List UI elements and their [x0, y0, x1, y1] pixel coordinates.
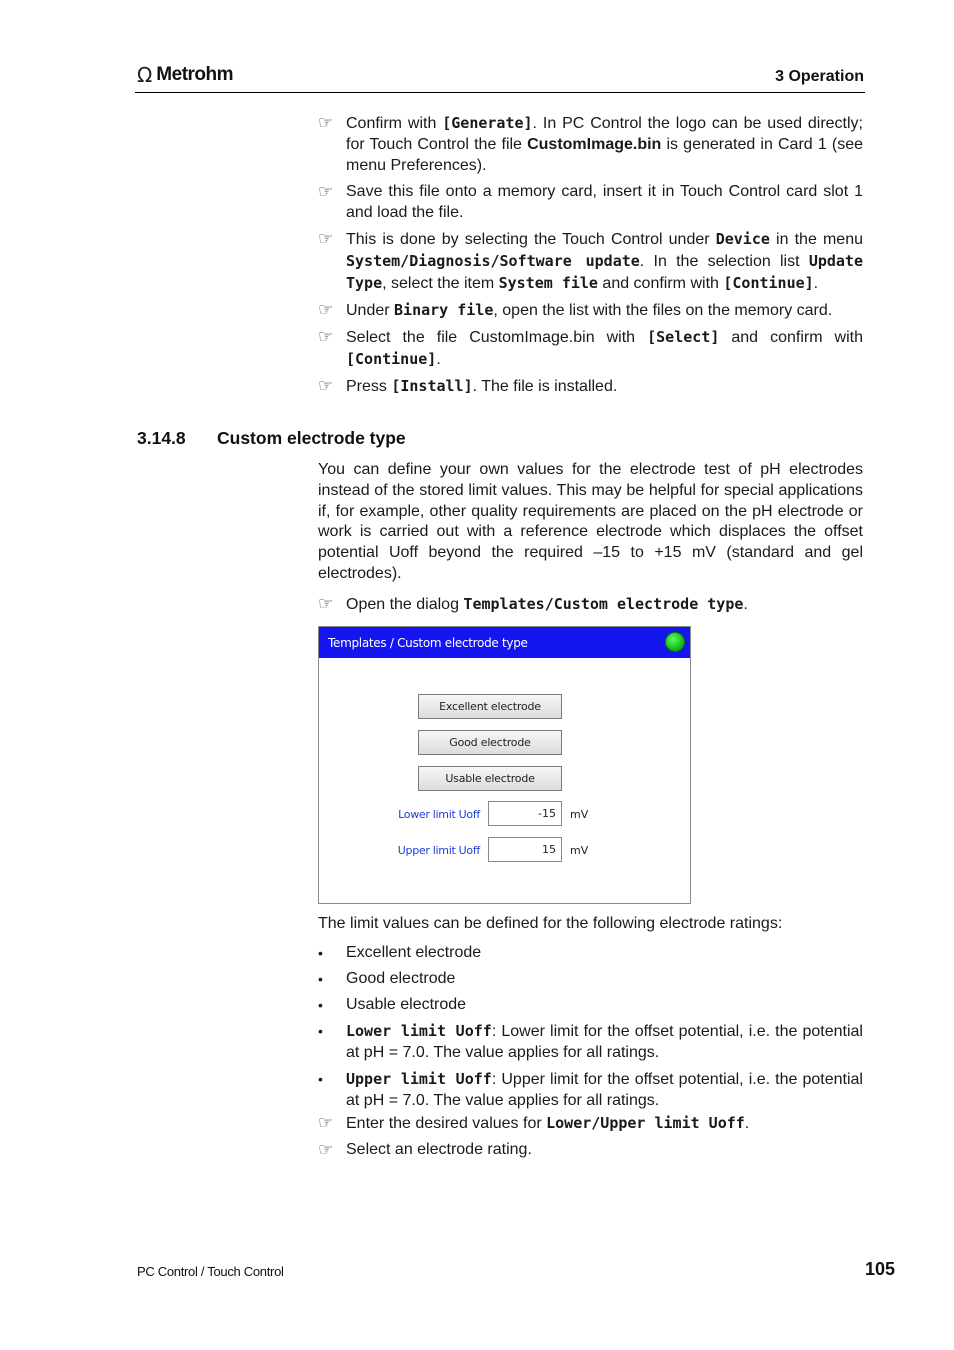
- text-run: .: [436, 350, 441, 368]
- ui-term: Lower limit Uoff: [346, 1021, 492, 1040]
- item-text: [346, 943, 863, 964]
- text-run: in the menu: [769, 230, 864, 248]
- instruction-steps-top: [318, 113, 863, 404]
- file-name: CustomImage.bin: [527, 135, 662, 153]
- instruction-step: [318, 327, 863, 371]
- text-run: and confirm with: [719, 329, 864, 347]
- pointing-hand-icon: ☞: [318, 376, 334, 397]
- text-run: Good electrode: [346, 969, 456, 987]
- instruction-step: [318, 182, 863, 224]
- list-item: [318, 1021, 863, 1064]
- list-item: [318, 969, 863, 990]
- ui-term: Lower/Upper limit Uoff: [546, 1114, 745, 1132]
- text-run: .: [813, 274, 819, 292]
- instruction-step: [318, 1113, 863, 1135]
- item-text: [346, 1140, 863, 1161]
- text-run: , select the item: [382, 274, 499, 292]
- text-run: and confirm with: [597, 274, 724, 292]
- text-run: . In PC Control the logo can be used directly; for Touch Control the file: [346, 115, 863, 153]
- pointing-hand-icon: ☞: [318, 113, 334, 133]
- pointing-hand-icon: ☞: [318, 228, 334, 249]
- item-text: [346, 113, 863, 176]
- text-run: Excellent electrode: [346, 944, 482, 961]
- bullet-icon: •: [318, 970, 323, 987]
- ui-term: Upper limit Uoff: [346, 1069, 492, 1088]
- text-run: : Upper limit for the offset potential, i.e. the potential at pH = 7.0. The value applies for all ratings.: [346, 1070, 863, 1109]
- item-text: [346, 1113, 863, 1135]
- bullet-icon: •: [318, 996, 323, 1013]
- list-item: [318, 1069, 863, 1112]
- text-run: is generated in Card 1 (see menu Preferences).: [346, 135, 863, 174]
- usable-electrode-button[interactable]: Usable electrode: [418, 766, 562, 791]
- page-number: 105: [864, 1259, 895, 1279]
- chapter-heading: 3 Operation: [775, 68, 864, 85]
- pointing-hand-icon: ☞: [318, 181, 334, 202]
- pointing-hand-icon: ☞: [318, 327, 334, 348]
- text-run: : Lower limit for the offset potential, i.e. the potential at pH = 7.0. The value applies for all ratings.: [346, 1022, 863, 1061]
- section-heading: Custom electrode type: [217, 428, 406, 448]
- custom-electrode-dialog: [318, 626, 691, 904]
- text-run: Save this file onto a memory card, insert it in Touch Control card slot 1 and load the file.: [346, 182, 863, 221]
- ui-term: [Continue]: [346, 349, 437, 368]
- ratings-list: [318, 943, 863, 1117]
- open-dialog-step: [318, 594, 863, 621]
- pointing-hand-icon: ☞: [318, 1113, 334, 1133]
- item-text: [346, 995, 863, 1016]
- pointing-hand-icon: ☞: [318, 594, 334, 614]
- section-title: [137, 428, 406, 449]
- text-run: , open the list with the files on the memory card.: [493, 301, 833, 319]
- ui-term: Templates/Custom electrode type: [463, 595, 744, 613]
- lower-limit-label: Lower limit Uoff: [398, 808, 480, 821]
- brand-name: Metrohm: [156, 64, 234, 85]
- instruction-steps-bottom: [318, 1113, 863, 1167]
- dialog-title-bar: [319, 627, 690, 658]
- upper-limit-label: Upper limit Uoff: [397, 844, 480, 857]
- text-run: This is done by selecting the Touch Control under: [346, 230, 716, 248]
- instruction-step: [318, 1140, 863, 1161]
- metrohm-logo: [137, 64, 233, 86]
- ui-term: Update Type: [346, 251, 863, 292]
- ui-term: System file: [498, 273, 598, 292]
- text-run: Select an electrode rating.: [346, 1141, 532, 1159]
- text-run: Press: [346, 378, 392, 396]
- excellent-electrode-button[interactable]: Excellent electrode: [418, 694, 562, 719]
- ui-term: Binary file: [394, 300, 494, 319]
- upper-limit-unit: mV: [570, 844, 589, 857]
- ui-term: [Continue]: [723, 273, 814, 292]
- dialog-title: Templates / Custom electrode type: [328, 636, 528, 650]
- bullet-icon: •: [318, 1022, 323, 1039]
- ui-term: [Generate]: [442, 114, 533, 132]
- item-text: [346, 594, 863, 616]
- intro-paragraph: You can define your own values for the electrode test of pH electrodes instead of the stored limit values. This may be helpful for special applications if, for example, other quality requirements are placed on the pH electrode or work is carried out with a reference electrode which displaces the offset potential Uoff beyond the required –15 to +15 mV (standard and gel electrodes).: [318, 461, 863, 582]
- text-run: Open the dialog: [346, 596, 464, 613]
- list-item: [318, 995, 863, 1016]
- pointing-hand-icon: ☞: [318, 1140, 334, 1161]
- good-electrode-button[interactable]: Good electrode: [418, 730, 562, 755]
- instruction-step: [318, 229, 863, 294]
- status-led-icon: [665, 632, 685, 652]
- lower-limit-input[interactable]: -15: [488, 801, 562, 826]
- text-run: . In the selection list: [639, 252, 809, 270]
- text-run: Usable electrode: [346, 995, 467, 1013]
- item-text: [346, 182, 863, 224]
- lower-limit-unit: mV: [570, 808, 589, 821]
- instruction-step: [318, 376, 863, 398]
- item-text: [346, 1069, 863, 1112]
- ui-term: Device: [715, 229, 770, 248]
- metrohm-omega-icon: Ω: [137, 63, 153, 87]
- text-run: .: [743, 596, 748, 613]
- text-run: Select the file CustomImage.bin with: [346, 329, 648, 347]
- instruction-step: [318, 113, 863, 176]
- ui-term: [Install]: [391, 377, 473, 396]
- header-divider: [135, 92, 865, 93]
- footer-product: PC Control / Touch Control: [137, 1264, 284, 1279]
- bullet-icon: •: [318, 945, 323, 961]
- item-text: [346, 229, 863, 294]
- list-item: [318, 943, 863, 964]
- ui-term: System/Diagnosis/Software update: [346, 251, 640, 270]
- text-run: Confirm with: [346, 115, 443, 132]
- instruction-step: [318, 594, 863, 616]
- pointing-hand-icon: ☞: [318, 299, 334, 320]
- item-text: [346, 969, 863, 990]
- bullet-icon: •: [318, 1070, 323, 1087]
- item-text: [346, 327, 863, 371]
- section-number: 3.14.8: [137, 428, 186, 448]
- ratings-intro: The limit values can be defined for the following electrode ratings:: [318, 915, 783, 932]
- item-text: [346, 300, 863, 322]
- text-run: . The file is installed.: [472, 378, 618, 396]
- instruction-step: [318, 300, 863, 322]
- text-run: .: [744, 1115, 750, 1132]
- item-text: [346, 376, 863, 398]
- text-run: Enter the desired values for: [346, 1115, 547, 1132]
- text-run: Under: [346, 301, 395, 319]
- ui-term: [Select]: [647, 328, 720, 347]
- upper-limit-input[interactable]: 15: [488, 837, 562, 862]
- item-text: [346, 1021, 863, 1064]
